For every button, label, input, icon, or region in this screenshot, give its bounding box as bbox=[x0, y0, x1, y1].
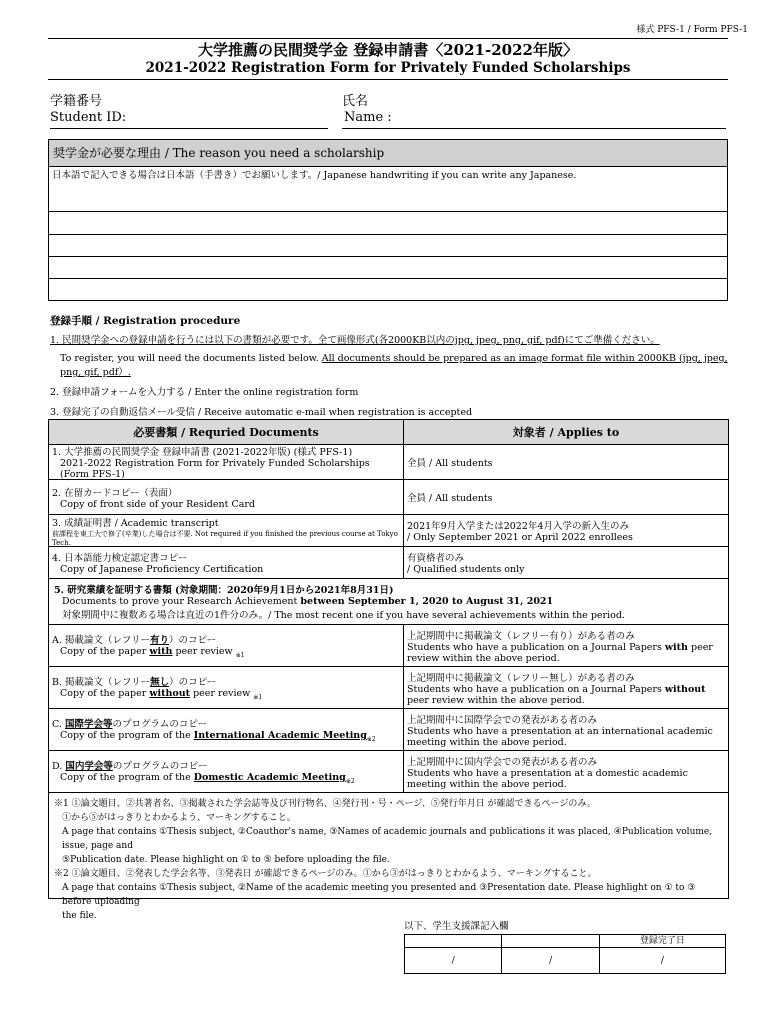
table-row bbox=[49, 625, 728, 667]
doc-5d-mark: ※2 bbox=[345, 777, 355, 785]
reason-line-4[interactable] bbox=[49, 257, 727, 279]
table-row bbox=[49, 751, 728, 793]
doc-5d-ja bbox=[52, 758, 400, 772]
doc-5b-applies-ja: 上記期間中に掲載論文（レフリー無し）がある者のみ bbox=[407, 672, 635, 684]
doc-5c-ja-a: C. bbox=[52, 719, 62, 731]
doc-5c-applies-en: Students who have a presentation at an international academic meeting within the above period. bbox=[407, 725, 713, 748]
reason-line-5[interactable] bbox=[49, 279, 727, 300]
doc-5b-en-b: peer review bbox=[193, 688, 251, 700]
doc-5d-en-u: Domestic Academic Meeting bbox=[193, 772, 346, 784]
doc-3-note: 前課程を東工大で修了(卒業)した場合は不要. Not required if you finished the previous course at Tokyo Tech. bbox=[52, 529, 398, 547]
office-col-2 bbox=[502, 935, 599, 973]
office-slash-1: / bbox=[451, 955, 455, 966]
table-row bbox=[49, 709, 728, 751]
doc-5d-applies-en: Students who have a presentation at a domestic academic meeting within the above period. bbox=[407, 767, 688, 790]
table-row bbox=[49, 667, 728, 709]
student-id-label-en: Student ID: bbox=[50, 110, 127, 125]
research-line-2-b: between September 1, 2020 to August 31, 2021 bbox=[300, 596, 554, 607]
procedure-step-1-en-a: To register, you will need the documents listed below. bbox=[60, 353, 319, 364]
research-row bbox=[49, 579, 728, 625]
header-applies-to: 対象者 / Applies to bbox=[512, 426, 620, 439]
doc-5b-ja-a: B. 掲載論文（レフリー bbox=[52, 677, 151, 689]
procedure-step-1-en bbox=[50, 352, 730, 380]
doc-4-ja: 4. 日本語能力検定認定書コピー bbox=[52, 553, 188, 564]
office-use-section bbox=[404, 918, 726, 974]
table-row bbox=[49, 445, 728, 480]
doc-5b-ja-b: ）のコピー bbox=[169, 677, 217, 689]
doc-5d-ja-u: 国内学会等 bbox=[65, 761, 113, 773]
doc-2-en: Copy of front side of your Resident Card bbox=[60, 498, 256, 510]
doc-5c-en-u: International Academic Meeting bbox=[193, 730, 367, 742]
research-line-2 bbox=[54, 596, 723, 607]
office-slash-3: / bbox=[660, 955, 664, 966]
name-label-ja: 氏名 bbox=[342, 94, 369, 109]
doc-3-applies-en: / Only September 2021 or April 2022 enrollees bbox=[407, 532, 633, 543]
research-line-2-a: Documents to prove your Research Achievement bbox=[62, 596, 298, 607]
student-id-field[interactable] bbox=[50, 94, 328, 129]
procedure-step-2: 2. 登録申請フォームを入力する / Enter the online registration form bbox=[50, 387, 359, 398]
doc-5b-ja bbox=[52, 674, 400, 688]
doc-1-applies: 全員 / All students bbox=[407, 458, 493, 469]
doc-5a-en-a: Copy of the paper bbox=[60, 646, 147, 658]
table-row bbox=[49, 547, 728, 579]
doc-5a-ja-u: 有り bbox=[150, 635, 170, 647]
doc-5c-ja-b: のプログラムのコピー bbox=[112, 719, 208, 731]
student-id-label-ja: 学籍番号 bbox=[50, 94, 103, 109]
doc-5d-ja-b: のプログラムのコピー bbox=[112, 761, 208, 773]
research-line-3: 対象期間中に複数ある場合は直近の1件分のみ。/ The most recent one if you have several achievements within the period. bbox=[62, 610, 625, 621]
title-en: 2021-2022 Registration Form for Privately Funded Scholarships bbox=[145, 60, 631, 76]
table-row bbox=[49, 515, 728, 547]
doc-5a-en-u: with bbox=[149, 646, 173, 658]
doc-4-applies-ja: 有資格者のみ bbox=[407, 553, 465, 564]
procedure-step-1-ja: 1. 民間奨学金への登録申請を行うには以下の書類が必要です。全て画像形式(各2000KB以内のjpg, jpeg, png, gif, pdf)にてご準備ください。 bbox=[50, 335, 660, 346]
procedure-heading: 登録手順 / Registration procedure bbox=[50, 315, 241, 327]
doc-5c-mark: ※2 bbox=[366, 735, 376, 743]
doc-2-applies: 全員 / All students bbox=[407, 493, 493, 504]
documents-table bbox=[48, 419, 729, 921]
doc-5a-en-b: peer review bbox=[175, 646, 233, 658]
page-title bbox=[48, 38, 728, 80]
note-1-en-b: ⑤Publication date. Please highlight on ① to ⑤ before uploading the file. bbox=[62, 855, 390, 865]
doc-2-ja: 2. 在留カードコピー（表面） bbox=[52, 487, 178, 499]
header-documents: 必要書類 / Requried Documents bbox=[49, 420, 404, 444]
reason-line-1[interactable] bbox=[49, 167, 727, 212]
doc-3-applies-ja: 2021年9月入学または2022年4月入学の新入生のみ bbox=[407, 521, 629, 532]
note-1-ja-a: ※1 ①論文題目、②共著者名、③掲載された学会誌等及び刊行物名、④発行刊・号・ページ、⑤発行年月日 が確認できるページのみ。 bbox=[54, 799, 596, 809]
doc-5a-applies-en-a: Students who have a publication on a Journal Papers bbox=[407, 641, 662, 653]
reason-line-3[interactable] bbox=[49, 235, 727, 257]
office-col-3 bbox=[600, 935, 725, 973]
registration-date-header: 登録完了日 bbox=[600, 935, 725, 948]
office-col-1 bbox=[405, 935, 502, 973]
office-slash-2: / bbox=[548, 955, 553, 966]
reason-section bbox=[48, 139, 728, 301]
doc-5d-en-a: Copy of the program of the bbox=[60, 772, 191, 784]
procedure-step-1-en-b: All documents should be prepared as an image format file within 2000KB (jpg, jpeg, png, gif, pdf）. bbox=[60, 353, 728, 378]
notes-row bbox=[49, 793, 728, 921]
doc-4-en: Copy of Japanese Proficiency Certification bbox=[60, 564, 264, 575]
doc-5a-mark: ※1 bbox=[235, 651, 245, 659]
note-2-en-a: A page that contains ①Thesis subject, ②Name of the academic meeting you presented and ③Presentation date. Please highlight on ① to ③ before uploading bbox=[62, 883, 696, 907]
reason-header: 奨学金が必要な理由 / The reason you need a scholarship bbox=[49, 140, 727, 167]
doc-5b-applies-en-bold: without bbox=[664, 683, 706, 695]
note-1-ja-b: ①から⑤がはっきりとわかるよう、マーキングすること。 bbox=[62, 813, 296, 823]
doc-5a-applies-ja: 上記期間中に掲載論文（レフリー有り）がある者のみ bbox=[407, 630, 635, 642]
doc-5d-applies-ja: 上記期間中に国内学会での発表がある者のみ bbox=[407, 756, 598, 768]
doc-5a-applies-en bbox=[407, 642, 725, 664]
reason-instruction: 日本語で記入できる場合は日本語（手書き）でお願いします。/ Japanese handwriting if you can write any Japanese. bbox=[52, 170, 577, 181]
doc-5c-ja bbox=[52, 716, 400, 730]
doc-1-ja: 1. 大学推薦の民間奨学金 登録申請書 (2021-2022年版) (様式 PFS-1) bbox=[52, 447, 353, 458]
note-2-ja: ※2 ①論文題目、②発表した学会名等、③発表日 が確認できるページのみ。①から③がはっきりとわかるよう、マーキングすること。 bbox=[54, 869, 597, 879]
note-1-en-a: A page that contains ①Thesis subject, ②Coauthor's name, ③Names of academic journals and publications it was placed, ④Publication volume, issue, page and bbox=[62, 827, 713, 851]
doc-5c-en-a: Copy of the program of the bbox=[60, 730, 191, 742]
doc-3-ja: 3. 成績証明書 / Academic transcript bbox=[52, 517, 219, 529]
doc-5b-applies-en-a: Students who have a publication on a Journal Papers bbox=[407, 683, 662, 695]
doc-5b-applies-en-b: peer review within the above period. bbox=[407, 694, 585, 706]
table-row bbox=[49, 480, 728, 515]
reason-line-2[interactable] bbox=[49, 212, 727, 235]
doc-5c-ja-u: 国際学会等 bbox=[64, 719, 113, 731]
name-label-en: Name : bbox=[344, 110, 392, 125]
doc-5c-applies-ja: 上記期間中に国際学会での発表がある者のみ bbox=[407, 714, 598, 726]
doc-5c-en bbox=[52, 730, 400, 743]
office-grid bbox=[404, 934, 726, 974]
doc-5a-applies-en-bold: with bbox=[664, 641, 688, 653]
registration-procedure bbox=[50, 313, 730, 420]
doc-5a-applies-en-b: peer review within the above period. bbox=[407, 641, 713, 664]
doc-5b-ja-u: 無し bbox=[150, 677, 170, 689]
doc-5d-en bbox=[52, 772, 400, 785]
doc-5b-applies-en bbox=[407, 684, 725, 706]
doc-5d-ja-a: D. bbox=[52, 761, 63, 773]
note-2-en-b: the file. bbox=[62, 911, 97, 921]
doc-5b-en-a: Copy of the paper bbox=[60, 688, 147, 700]
research-line-1: 5. 研究業績を証明する書類 (対象期間：2020年9月1日から2021年8月31日) bbox=[54, 585, 394, 596]
doc-5b-en-u: without bbox=[149, 688, 191, 700]
doc-5b-en bbox=[52, 688, 400, 701]
doc-5b-mark: ※1 bbox=[253, 693, 263, 701]
table-header bbox=[49, 420, 728, 445]
doc-5a-en bbox=[52, 646, 400, 659]
doc-5a-ja bbox=[52, 632, 400, 646]
doc-1-en: 2021-2022 Registration Form for Privately Funded Scholarships (Form PFS-1) bbox=[60, 458, 370, 480]
office-caption: 以下、学生支援課記入欄 bbox=[404, 921, 509, 932]
doc-5a-ja-b: ）のコピー bbox=[169, 635, 217, 647]
doc-5a-ja-a: A. 掲載論文（レフリー bbox=[52, 635, 151, 647]
form-code: 様式 PFS-1 / Form PFS-1 bbox=[636, 25, 748, 35]
name-field[interactable] bbox=[342, 94, 726, 129]
doc-4-applies-en: / Qualified students only bbox=[407, 564, 525, 575]
procedure-step-3: 3. 登録完了の自動返信メール受信 / Receive automatic e-mail when registration is accepted bbox=[50, 407, 473, 418]
title-ja: 大学推薦の民間奨学金 登録申請書〈2021-2022年版〉 bbox=[198, 41, 578, 59]
